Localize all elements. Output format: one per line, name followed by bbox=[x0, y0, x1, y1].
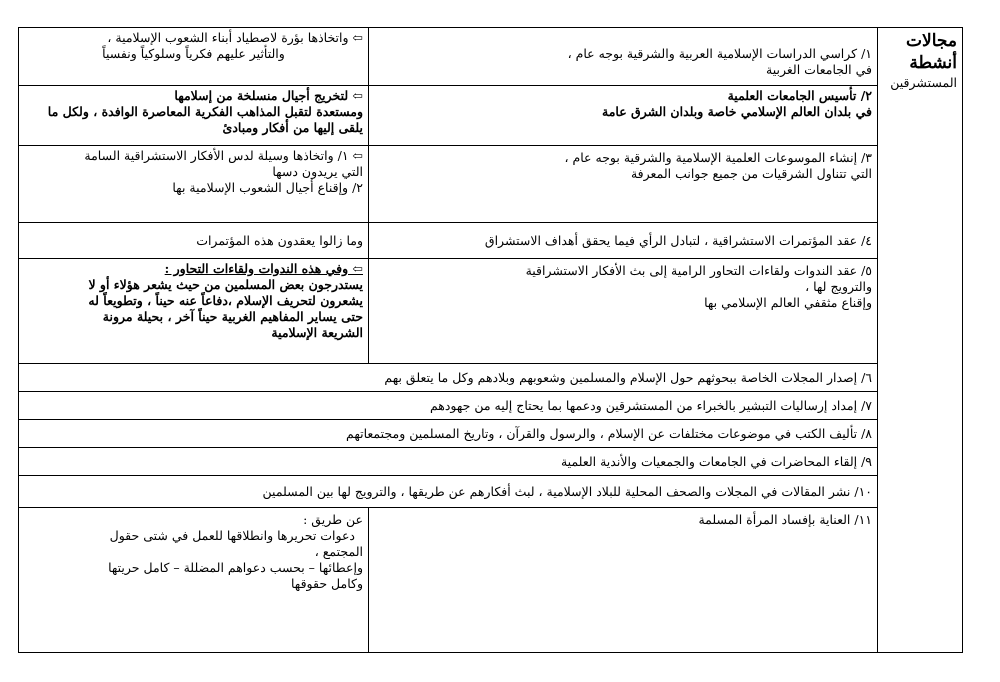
table-row bbox=[19, 508, 963, 653]
row-note-line: وما زالوا يعقدون هذه المؤتمرات bbox=[196, 232, 363, 248]
side-title-line2: أنشطة bbox=[909, 53, 958, 73]
row-main-line: والترويج لها ، bbox=[805, 279, 873, 294]
row-main-cell bbox=[369, 146, 878, 223]
row-main-line: في بلدان العالم الإسلامي خاصة وبلدان الشرق عامة bbox=[602, 104, 873, 119]
table-row bbox=[19, 259, 963, 364]
table-row bbox=[19, 86, 963, 146]
row-note-line: وكامل حقوقها bbox=[291, 576, 363, 591]
table-row bbox=[19, 28, 963, 86]
row-main-line: في الجامعات الغربية bbox=[766, 62, 873, 77]
row-note-line: ⇦ واتخاذها بؤرة لاصطياد أبناء الشعوب الإسلامية ، bbox=[107, 30, 363, 45]
table-row bbox=[19, 448, 963, 476]
row-note-line: ⇦ لتخريج أجيال منسلخة من إسلامها bbox=[174, 88, 363, 103]
full-row-cell: ٨/ تأليف الكتب في موضوعات مختلفات عن الإسلام ، والرسول والقرآن ، وتاريخ المسلمين ومجتمعاتهم bbox=[19, 420, 878, 448]
row-main-cell bbox=[369, 223, 878, 259]
row-note-line: دعوات تحريرها وانطلاقها للعمل في شتى حقول bbox=[109, 528, 355, 543]
row-note-cell bbox=[19, 28, 369, 86]
row-main-cell: ١١/ العناية بإفساد المرأة المسلمة bbox=[369, 508, 878, 653]
row-note-line: ⇦ وفي هذه الندوات ولقاءات التحاور : bbox=[164, 261, 363, 276]
side-title-line1: مجالات bbox=[906, 31, 958, 51]
row-note-line: المجتمع ، bbox=[314, 544, 363, 559]
activities-table bbox=[18, 27, 963, 653]
table-row bbox=[19, 476, 963, 508]
row-note-cell bbox=[19, 86, 369, 146]
row-note-line: يشعرون لتحريف الإسلام ،دفاعاً عنه حيناً ، وتطويعاً له bbox=[88, 293, 363, 308]
table-row bbox=[19, 392, 963, 420]
row-note-line: ٢/ وإقناع أجيال الشعوب الإسلامية بها bbox=[172, 180, 363, 195]
row-note-line: عن طريق : bbox=[303, 512, 363, 527]
row-note-cell bbox=[19, 508, 369, 653]
row-note-line: حتى يساير المفاهيم الغربية حيناً آخر ، بحيلة مرونة bbox=[102, 309, 363, 324]
row-note-line: التي يريدون دسها bbox=[272, 164, 363, 179]
row-note-line: ومستعدة لتقبل المذاهب الفكرية المعاصرة الوافدة ، ولكل ما bbox=[47, 104, 363, 119]
full-row-cell: ٩/ إلقاء المحاضرات في الجامعات والجمعيات والأندية العلمية bbox=[19, 448, 878, 476]
row-main-line: التي تتناول الشرقيات من جميع جوانب المعرفة bbox=[630, 166, 873, 181]
row-main-line: وإقناع مثقفي العالم الإسلامي بها bbox=[704, 295, 873, 310]
side-subtitle: المستشرقين bbox=[890, 75, 958, 90]
row-main-cell bbox=[369, 86, 878, 146]
row-main-line: ٥/ عقد الندوات ولقاءات التحاور الرامية إلى بث الأفكار الاستشراقية bbox=[525, 263, 873, 278]
full-row-cell: ٧/ إمداد إرساليات التبشير بالخبراء من المستشرقين ودعمها بما يحتاج إليه من جهودهم bbox=[19, 392, 878, 420]
full-row-cell: ٦/ إصدار المجلات الخاصة ببحوثهم حول الإسلام والمسلمين وشعوبهم وبلادهم وكل ما يتعلق بهم bbox=[19, 364, 878, 392]
row-note-line: والتأثير عليهم فكرياً وسلوكياً ونفسياً bbox=[102, 46, 285, 61]
table-row bbox=[19, 364, 963, 392]
row-main-line: ٤/ عقد المؤتمرات الاستشراقية ، لتبادل الرأي فيما يحقق أهداف الاستشراق bbox=[484, 232, 873, 248]
row-note-line: الشريعة الإسلامية bbox=[271, 325, 363, 340]
row-main-cell bbox=[369, 28, 878, 86]
side-heading-cell bbox=[878, 28, 963, 653]
row-note-cell bbox=[19, 146, 369, 223]
row-note-cell bbox=[19, 223, 369, 259]
row-main-cell bbox=[369, 259, 878, 364]
row-note-line: وإعطائها – بحسب دعواهم المضللة – كامل حريتها bbox=[108, 560, 363, 575]
row-note-line: ⇦ ١/ واتخاذها وسيلة لدس الأفكار الاستشراقية السامة bbox=[84, 148, 363, 163]
row-note-cell bbox=[19, 259, 369, 364]
full-row-cell: ١٠/ نشر المقالات في المجلات والصحف المحلية للبلاد الإسلامية ، لبث أفكارهم عن طريقها ، والترويج لها بين المسلمين bbox=[19, 476, 878, 508]
row-main-line: ١/ كراسي الدراسات الإسلامية العربية والشرقية بوجه عام ، bbox=[567, 46, 873, 61]
table-row bbox=[19, 420, 963, 448]
table-row bbox=[19, 223, 963, 259]
row-main-line: ٣/ إنشاء الموسوعات العلمية الإسلامية والشرقية بوجه عام ، bbox=[564, 150, 873, 165]
row-note-line: يستدرجون بعض المسلمين من حيث يشعر هؤلاء أو لا bbox=[88, 277, 363, 292]
row-note-line: يلقى إليها من أفكار ومبادئ bbox=[222, 120, 363, 135]
row-main-line: ٢/ تأسيس الجامعات العلمية bbox=[727, 88, 873, 103]
table-row bbox=[19, 146, 963, 223]
